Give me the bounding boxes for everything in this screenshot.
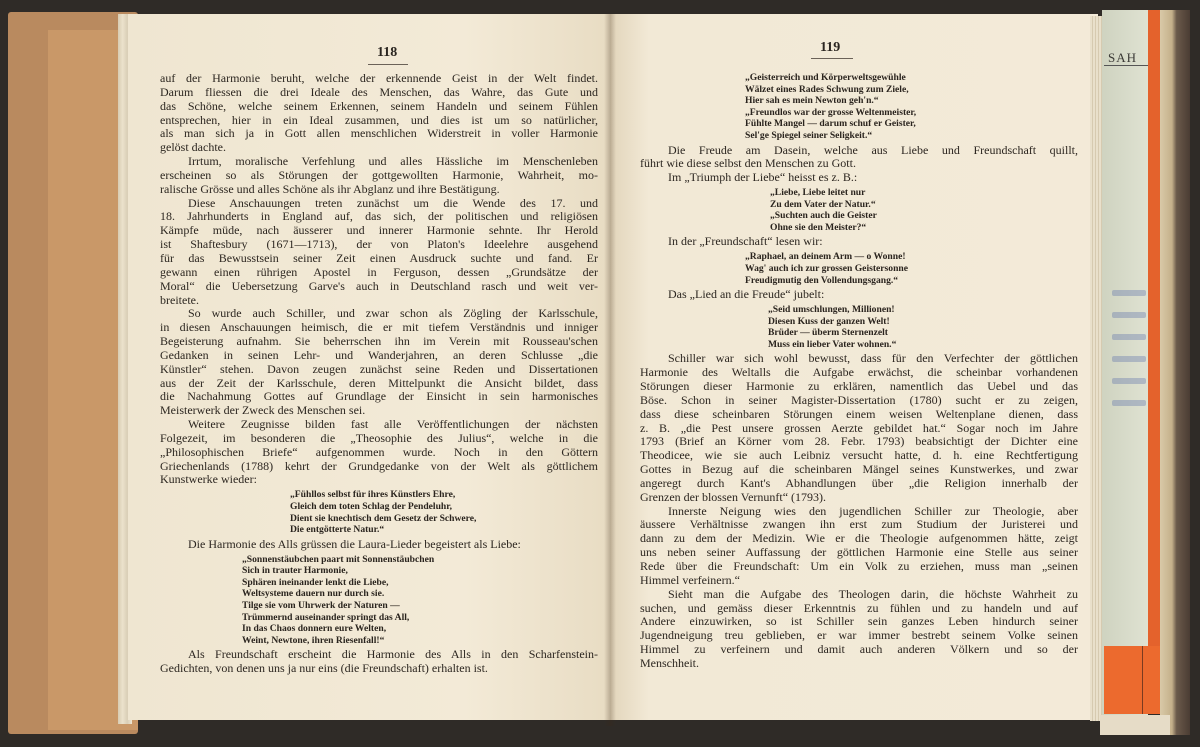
- text-line: So wurde auch Schiller, und zwar schon als Zögling der Karlsschule,: [188, 306, 598, 321]
- verse-line: Die entgötterte Natur.“: [290, 524, 385, 536]
- verse-quote: [640, 251, 1078, 286]
- text-line: Weitere Zeugnisse bilden fast alle Veröffentlichungen der nächsten: [188, 417, 598, 432]
- verse-line: „Freundlos war der grosse Weltenmeister,: [745, 106, 917, 118]
- text-line: die Nachahmung Gottes auf Grundlage der Einsicht in sein harmonisches: [160, 389, 598, 404]
- verse-line: Brüder — überm Sternenzelt: [768, 327, 888, 339]
- left-page-number: 118: [377, 45, 398, 60]
- text-line: Als Freundschaft erscheint die Harmonie des Alls in den Scharfenstein-: [188, 647, 598, 662]
- verse-line: „Liebe, Liebe leitet nur: [770, 187, 866, 199]
- typed-text-mark: [1112, 356, 1146, 362]
- right-page-number: 119: [820, 40, 841, 55]
- book-cover-right: [1160, 10, 1190, 735]
- verse-line: Trümmernd auseinander springt das All,: [242, 611, 410, 623]
- text-line: Im „Triumph der Liebe“ heisst es z. B.:: [668, 170, 858, 185]
- text-line: suchen, und gemäss dieser Erkenntnis zu fühlen und zu handeln und auf: [640, 600, 1078, 615]
- verse-line: Sphären ineinander lenkt die Liebe,: [242, 576, 389, 588]
- bottom-paper-strip: [1100, 715, 1170, 735]
- verse-quote: [640, 72, 1078, 142]
- verse-line: Diesen Kuss der ganzen Welt!: [768, 315, 890, 327]
- text-line: Kämpfe müde, nach äusserer und innerer Harmonie sehnte. Ihr Herold: [160, 223, 598, 238]
- text-line: „Philosophischen Briefe“ aufgenommen wurde. Noch in den Göttern: [160, 444, 598, 459]
- text-line: Künstler“ stehen. Davon zeugen zunächst seine Reden und Dissertationen: [160, 361, 598, 376]
- paragraph: [160, 538, 598, 552]
- text-line: äussere Verhältnisse zwangen ihn erst zum Studium der Juristerei und: [640, 517, 1078, 532]
- text-line: gelöst dachte.: [160, 140, 226, 155]
- orange-bookmark-strip: [1148, 10, 1160, 710]
- text-line: Menschheit.: [640, 655, 699, 670]
- text-line: breitete.: [160, 292, 199, 307]
- typed-text-mark: [1112, 334, 1146, 340]
- text-line: das Schöne, welche seinem Erkennen, seinem Handeln und seinem Fühlen: [160, 98, 598, 113]
- paragraph: [160, 418, 598, 487]
- paragraph: [640, 171, 1078, 185]
- text-line: Gottes in Bezug auf die scheinbaren Mängel seines Kunstwerkes, und zwar: [640, 462, 1078, 477]
- typed-text-mark: [1112, 290, 1146, 296]
- text-line: angeregt durch Kant's Abhandlungen über „die Religion innerhalb der: [640, 475, 1078, 490]
- paragraph: [640, 352, 1078, 504]
- verse-line: Ohne sie den Meister?“: [770, 221, 867, 233]
- verse-line: Tilge sie vom Uhrwerk der Naturen —: [242, 599, 400, 611]
- text-line: ralische Grösse und alles Schöne als ihr Abglanz und ihre Bestätigung.: [160, 181, 500, 196]
- page-number-rule: [368, 64, 408, 65]
- text-line: Das „Lied an die Freude“ jubelt:: [668, 287, 825, 302]
- text-line: Andere einzuwirken, so ist Schiller sein ganzes Leben hindurch seiner: [640, 614, 1078, 629]
- text-line: Moral“ die Uebersetzung Garve's auch in Deutschland rasch und weit ver-: [160, 278, 598, 293]
- text-line: Sieht man die Aufgabe des Theologen darin, die höchste Wahrheit zu: [668, 586, 1078, 601]
- text-line: Die Freude am Dasein, welche aus Liebe und Freundschaft quillt,: [668, 142, 1078, 157]
- page-number-rule: [811, 58, 853, 59]
- slip-rule: [1104, 65, 1148, 66]
- verse-line: „Suchten auch die Geister: [770, 210, 877, 222]
- verse-quote: [160, 554, 598, 647]
- paragraph: [160, 648, 598, 676]
- text-line: in diesen Anschauungen heimisch, die er mit tiefem Verständnis und inniger: [160, 320, 598, 335]
- verse-quote: [640, 187, 1078, 233]
- text-line: Harmonie des Weltalls die Aufgabe erwächst, die scheinbar vorhandenen: [640, 365, 1078, 380]
- paragraph: [160, 155, 598, 197]
- verse-line: „Sonnenstäubchen paart mit Sonnenstäubchen: [242, 553, 435, 565]
- verse-line: Freudigmutig den Vollendungsgang.“: [745, 274, 899, 286]
- text-line: Theodicee, wie sie auch Leibniz versucht hatte, d. h. eine Rechtfertigung: [640, 448, 1078, 463]
- paragraph: [160, 307, 598, 418]
- paragraph: [640, 235, 1078, 249]
- paragraph: [160, 197, 598, 308]
- book-gutter: [604, 14, 616, 726]
- verse-line: Dient sie knechtisch dem Gesetz der Schwere,: [290, 512, 477, 524]
- paragraph: [640, 144, 1078, 172]
- paragraph: [640, 288, 1078, 302]
- verse-line: Hier sah es mein Newton geh'n.“: [745, 95, 879, 107]
- verse-line: Weint, Newtone, ihren Riesenfall!“: [242, 634, 385, 646]
- verse-line: Wag' auch ich zur grossen Geistersonne: [745, 262, 909, 274]
- verse-line: Muss ein lieber Vater wohnen.“: [768, 338, 897, 350]
- text-line: Grenzen der blossen Vernunft“ (1793).: [640, 489, 827, 504]
- text-line: Folgezeit, im besonderen die „Theosophie des Julius“, welche in die: [160, 430, 598, 445]
- text-line: erscheinen so als Störungen der gottgewollten Harmonie, Wahrheit, mo-: [160, 167, 598, 182]
- label-divider: [1142, 646, 1143, 714]
- text-line: 18. Jahrhunderts in England auf, das sich, der politischen und religiösen: [160, 209, 598, 224]
- text-line: Gedichten, von denen uns ja nur eins (die Freundschaft) erhalten ist.: [160, 661, 488, 676]
- text-line: uns neben seiner Auffassung der göttlichen Harmonie eine Stelle aus seiner: [640, 545, 1078, 560]
- text-line: Meisterwerk der Zweck des Menschen sei.: [160, 403, 366, 418]
- text-line: Begeisterung aufnahm. Sie beherrschen ihn im Verein mit Rousseau'schen: [160, 334, 598, 349]
- text-line: Gedanken in seinen Lehr- und Wanderjahren, an deren Schlusse „die: [160, 347, 598, 362]
- inserted-slip: [1102, 10, 1148, 715]
- typed-text-mark: [1112, 400, 1146, 406]
- verse-line: Wälzet eines Rades Schwung zum Ziele,: [745, 83, 909, 95]
- text-line: 1793 (Brief an Körner vom 28. Febr. 1793) beabsichtigt der Dichter eine: [640, 434, 1078, 449]
- verse-line: Zu dem Vater der Natur.“: [770, 198, 876, 210]
- text-line: Irrtum, moralische Verfehlung und alles Hässliche im Menschenleben: [188, 154, 598, 169]
- text-line: Die Harmonie des Alls grüssen die Laura-Lieder begeistert als Liebe:: [188, 536, 521, 551]
- paragraph: [640, 505, 1078, 588]
- text-line: führt wie diese selbst den Menschen zu Gott.: [640, 156, 856, 171]
- right-page-text: [640, 70, 1078, 671]
- text-line: Himmel zu verfeinern und damit auch anderen Völkern und so der: [640, 642, 1078, 657]
- text-line: Rede über die Freundschaft: Um ein Volk zu erziehen, muss man „seinen: [640, 558, 1078, 573]
- typed-text-mark: [1112, 312, 1146, 318]
- text-line: Innerste Neigung wies den jugendlichen Schiller zur Theologie, aber: [668, 503, 1078, 518]
- verse-quote: [640, 304, 1078, 350]
- paragraph: [640, 588, 1078, 671]
- slip-label: SAH: [1108, 50, 1138, 65]
- text-line: Kunstwerke wieder:: [160, 472, 257, 487]
- verse-line: Sel'ge Spiegel seiner Seligkeit.“: [745, 129, 873, 141]
- text-line: gewann einen rührigen Apostel in Ferguson, dessen „Grundsätze der: [160, 264, 598, 279]
- text-line: Himmel verfeinern.“: [640, 572, 740, 587]
- text-line: Schiller war sich wohl bewusst, dass für den Verfechter der göttlichen: [668, 351, 1078, 366]
- text-line: z. B. „die Pest unsere grossen Aerzte gebildet hat.“ Sogar noch im Jahre: [640, 420, 1078, 435]
- text-line: auf der Harmonie beruht, welche der erkennende Geist in der Welt findet.: [160, 71, 598, 85]
- left-page-text: [160, 72, 598, 676]
- text-line: entsprechen, hier in ein Ideal zusammen, und dies ist um so natürlicher,: [160, 112, 598, 127]
- verse-line: „Fühllos selbst für ihres Künstlers Ehre,: [290, 489, 456, 501]
- text-line: ist Shaftesbury (1671—1713), der von Platon's Ideelehre ausgehend: [160, 237, 598, 252]
- text-line: als man sich ja in Gott allen menschlichen Widerstreit in voller Harmonie: [160, 126, 598, 141]
- text-line: Darum fliessen die drei Ideale des Menschen, das Wahre, das Gute und: [160, 84, 598, 99]
- verse-quote: [160, 489, 598, 535]
- orange-library-label: [1104, 646, 1160, 714]
- text-line: Böse. Schon in seiner Magister-Dissertation (1780) sucht er zu zeigen,: [640, 392, 1078, 407]
- verse-line: In das Chaos donnern eure Welten,: [242, 623, 387, 635]
- verse-line: Sich in trauter Harmonie,: [242, 565, 348, 577]
- verse-line: „Seid umschlungen, Millionen!: [768, 303, 895, 315]
- text-line: für das Bewusstsein seiner Zeit einen Ausdruck suchte und fand. Er: [160, 250, 598, 265]
- text-line: Jugendneigung treu geblieben, er war immer bestrebt seinem Volke seinen: [640, 628, 1078, 643]
- verse-line: Weltsysteme dauern nur durch sie.: [242, 588, 385, 600]
- text-line: Störungen dieser Harmonie zu erklären, namentlich das Uebel und das: [640, 379, 1078, 393]
- text-line: In der „Freundschaft“ lesen wir:: [668, 234, 823, 249]
- text-line: dann zu dem der Medizin. Wie er die Theologie aufgenommen hätte, zeigt: [640, 531, 1078, 546]
- paragraph: [160, 72, 598, 155]
- verse-line: „Geisterreich und Körperweltsgewühle: [745, 72, 906, 83]
- text-line: Diese Anschauungen treten zunächst um die Wende des 17. und: [188, 195, 598, 210]
- verse-line: Fühlte Mangel — darum schuf er Geister,: [745, 118, 916, 130]
- text-line: aus der Zeit der Karlsschule, deren Mittelpunkt die Ansicht bildet, dass: [160, 375, 598, 390]
- verse-line: Gleich dem toten Schlag der Pendeluhr,: [290, 500, 453, 512]
- typed-text-mark: [1112, 378, 1146, 384]
- text-line: Griechenlands (1788) kehrt der Grundgedanke von der Welt als göttlichem: [160, 458, 598, 473]
- verse-line: „Raphael, an deinem Arm — o Wonne!: [745, 251, 906, 263]
- text-line: dass diese scheinbaren Störungen einem weisen Weltenplane dienen, dass: [640, 406, 1078, 421]
- page-edges-right: [1090, 16, 1102, 721]
